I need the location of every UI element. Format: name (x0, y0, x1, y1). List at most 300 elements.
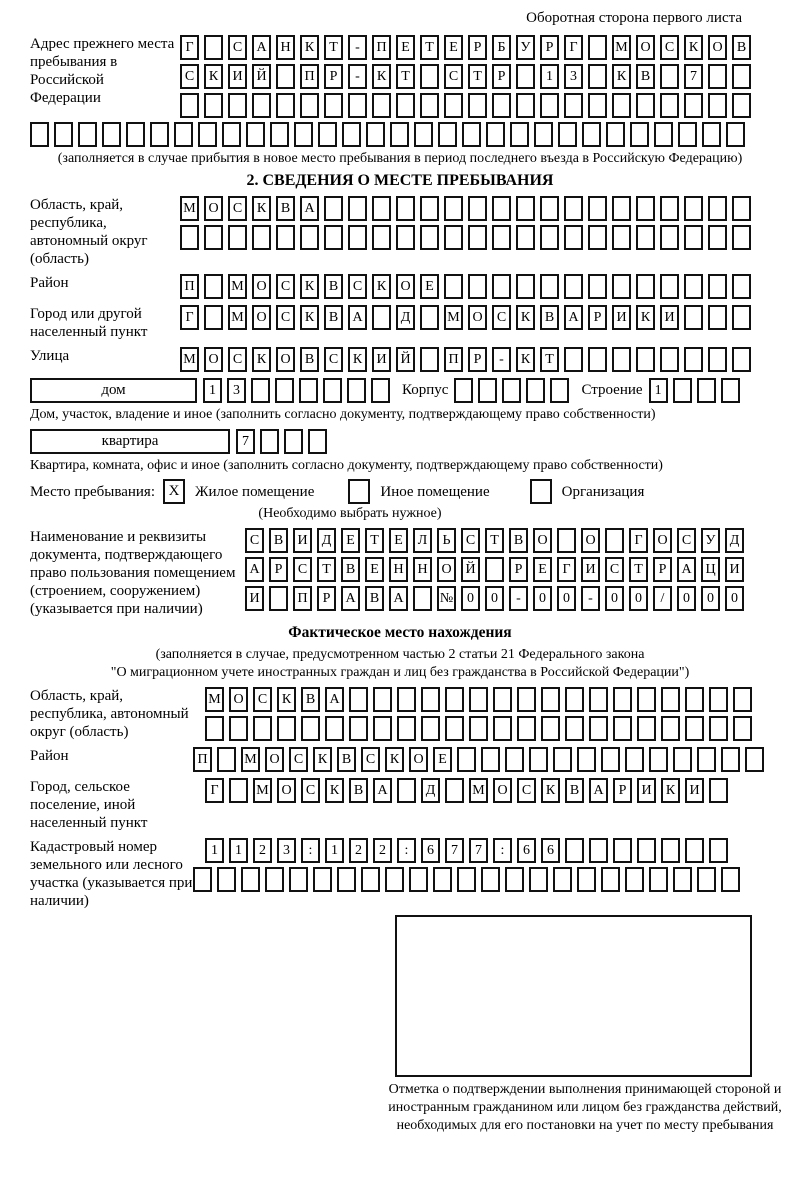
char-cell[interactable] (300, 93, 319, 118)
char-cell[interactable] (660, 64, 679, 89)
char-cell[interactable] (204, 35, 223, 60)
char-cell[interactable] (565, 838, 584, 863)
char-cell[interactable] (396, 196, 415, 221)
char-cell[interactable]: К (516, 305, 535, 330)
char-cell[interactable] (564, 225, 583, 250)
char-cell[interactable]: - (509, 586, 528, 611)
char-cell[interactable] (660, 93, 679, 118)
char-cell[interactable] (420, 225, 439, 250)
char-cell[interactable] (709, 687, 728, 712)
char-cell[interactable] (601, 867, 620, 892)
char-cell[interactable]: И (725, 557, 744, 582)
char-cell[interactable] (469, 687, 488, 712)
char-cell[interactable]: М (205, 687, 224, 712)
char-cell[interactable]: К (325, 778, 344, 803)
char-cell[interactable]: К (313, 747, 332, 772)
char-cell[interactable] (661, 687, 680, 712)
char-cell[interactable] (605, 528, 624, 553)
char-cell[interactable] (540, 225, 559, 250)
char-cell[interactable]: Е (444, 35, 463, 60)
char-cell[interactable]: П (300, 64, 319, 89)
char-cell[interactable] (204, 225, 223, 250)
char-cell[interactable] (492, 196, 511, 221)
char-cell[interactable] (588, 347, 607, 372)
char-cell[interactable] (371, 378, 390, 403)
char-cell[interactable]: 0 (557, 586, 576, 611)
char-cell[interactable] (313, 867, 332, 892)
char-cell[interactable] (553, 747, 572, 772)
char-cell[interactable]: К (612, 64, 631, 89)
char-cell[interactable] (229, 778, 248, 803)
char-cell[interactable]: К (372, 64, 391, 89)
char-cell[interactable] (433, 867, 452, 892)
char-cell[interactable]: К (300, 274, 319, 299)
char-cell[interactable] (385, 867, 404, 892)
char-cell[interactable] (540, 93, 559, 118)
char-cell[interactable] (444, 196, 463, 221)
char-cell[interactable]: О (396, 274, 415, 299)
char-cell[interactable]: : (397, 838, 416, 863)
char-cell[interactable]: Т (365, 528, 384, 553)
char-cell[interactable]: В (349, 778, 368, 803)
char-cell[interactable]: Т (540, 347, 559, 372)
char-cell[interactable] (468, 196, 487, 221)
char-cell[interactable] (708, 196, 727, 221)
char-cell[interactable] (630, 122, 649, 147)
char-cell[interactable]: О (204, 347, 223, 372)
char-cell[interactable] (601, 747, 620, 772)
char-cell[interactable]: 7 (469, 838, 488, 863)
char-cell[interactable] (228, 93, 247, 118)
char-cell[interactable] (660, 347, 679, 372)
char-cell[interactable] (324, 196, 343, 221)
char-cell[interactable]: С (228, 196, 247, 221)
char-cell[interactable]: С (461, 528, 480, 553)
char-cell[interactable] (613, 838, 632, 863)
char-cell[interactable] (529, 747, 548, 772)
char-cell[interactable] (492, 225, 511, 250)
char-cell[interactable]: О (229, 687, 248, 712)
char-cell[interactable] (612, 93, 631, 118)
char-cell[interactable] (516, 225, 535, 250)
char-cell[interactable] (732, 347, 751, 372)
char-cell[interactable] (589, 687, 608, 712)
char-cell[interactable] (517, 716, 536, 741)
char-cell[interactable]: К (516, 347, 535, 372)
char-cell[interactable]: В (565, 778, 584, 803)
char-cell[interactable]: И (581, 557, 600, 582)
char-cell[interactable]: И (245, 586, 264, 611)
char-cell[interactable] (204, 305, 223, 330)
char-cell[interactable]: Е (365, 557, 384, 582)
char-cell[interactable] (372, 196, 391, 221)
char-cell[interactable] (324, 93, 343, 118)
char-cell[interactable] (420, 93, 439, 118)
char-cell[interactable] (684, 93, 703, 118)
checkbox-zhiloe[interactable]: X (163, 479, 185, 504)
char-cell[interactable] (673, 867, 692, 892)
char-cell[interactable]: М (469, 778, 488, 803)
char-cell[interactable] (372, 93, 391, 118)
char-cell[interactable] (654, 122, 673, 147)
char-cell[interactable] (481, 867, 500, 892)
char-cell[interactable]: У (701, 528, 720, 553)
char-cell[interactable] (577, 747, 596, 772)
char-cell[interactable]: М (228, 274, 247, 299)
char-cell[interactable]: О (581, 528, 600, 553)
char-cell[interactable]: О (708, 35, 727, 60)
char-cell[interactable] (505, 747, 524, 772)
char-cell[interactable]: / (653, 586, 672, 611)
char-cell[interactable]: А (245, 557, 264, 582)
char-cell[interactable] (557, 528, 576, 553)
char-cell[interactable]: С (289, 747, 308, 772)
char-cell[interactable] (372, 225, 391, 250)
char-cell[interactable] (397, 716, 416, 741)
char-cell[interactable] (217, 747, 236, 772)
char-cell[interactable] (349, 687, 368, 712)
char-cell[interactable] (493, 716, 512, 741)
char-cell[interactable]: 0 (461, 586, 480, 611)
char-cell[interactable] (396, 93, 415, 118)
char-cell[interactable] (301, 716, 320, 741)
char-cell[interactable] (636, 274, 655, 299)
char-cell[interactable] (493, 687, 512, 712)
char-cell[interactable] (397, 687, 416, 712)
char-cell[interactable] (444, 225, 463, 250)
char-cell[interactable]: П (372, 35, 391, 60)
char-cell[interactable] (612, 274, 631, 299)
char-cell[interactable]: И (228, 64, 247, 89)
char-cell[interactable]: 7 (236, 429, 255, 454)
char-cell[interactable] (204, 274, 223, 299)
char-cell[interactable] (564, 196, 583, 221)
char-cell[interactable]: М (444, 305, 463, 330)
char-cell[interactable] (588, 225, 607, 250)
char-cell[interactable]: Й (461, 557, 480, 582)
char-cell[interactable]: Г (629, 528, 648, 553)
char-cell[interactable] (481, 747, 500, 772)
char-cell[interactable]: А (348, 305, 367, 330)
char-cell[interactable]: У (516, 35, 535, 60)
char-cell[interactable] (299, 378, 318, 403)
char-cell[interactable] (636, 93, 655, 118)
char-cell[interactable]: Г (564, 35, 583, 60)
char-cell[interactable]: Г (205, 778, 224, 803)
char-cell[interactable] (577, 867, 596, 892)
char-cell[interactable]: К (300, 35, 319, 60)
char-cell[interactable]: 6 (421, 838, 440, 863)
char-cell[interactable] (454, 378, 473, 403)
char-cell[interactable]: Е (433, 747, 452, 772)
char-cell[interactable] (660, 274, 679, 299)
char-cell[interactable] (708, 64, 727, 89)
char-cell[interactable] (516, 64, 535, 89)
char-cell[interactable] (269, 586, 288, 611)
char-cell[interactable] (612, 196, 631, 221)
char-cell[interactable] (565, 716, 584, 741)
char-cell[interactable]: К (385, 747, 404, 772)
char-cell[interactable] (540, 196, 559, 221)
char-cell[interactable]: Е (420, 274, 439, 299)
char-cell[interactable]: О (437, 557, 456, 582)
char-cell[interactable]: К (636, 305, 655, 330)
char-cell[interactable] (660, 196, 679, 221)
char-cell[interactable]: 0 (485, 586, 504, 611)
char-cell[interactable]: Р (468, 347, 487, 372)
char-cell[interactable]: 2 (373, 838, 392, 863)
char-cell[interactable] (420, 64, 439, 89)
char-cell[interactable] (308, 429, 327, 454)
char-cell[interactable]: 1 (540, 64, 559, 89)
char-cell[interactable] (492, 274, 511, 299)
char-cell[interactable] (265, 867, 284, 892)
char-cell[interactable] (541, 716, 560, 741)
char-cell[interactable]: П (293, 586, 312, 611)
char-cell[interactable] (516, 93, 535, 118)
char-cell[interactable] (276, 93, 295, 118)
char-cell[interactable]: С (245, 528, 264, 553)
char-cell[interactable]: 1 (325, 838, 344, 863)
char-cell[interactable]: В (509, 528, 528, 553)
char-cell[interactable] (636, 225, 655, 250)
char-cell[interactable]: Н (413, 557, 432, 582)
char-cell[interactable] (180, 225, 199, 250)
char-cell[interactable] (276, 64, 295, 89)
char-cell[interactable] (649, 867, 668, 892)
char-cell[interactable] (541, 687, 560, 712)
char-cell[interactable] (420, 196, 439, 221)
char-cell[interactable]: : (493, 838, 512, 863)
char-cell[interactable] (150, 122, 169, 147)
kvartira-box[interactable]: квартира (30, 429, 230, 454)
char-cell[interactable]: Ь (437, 528, 456, 553)
char-cell[interactable]: - (492, 347, 511, 372)
char-cell[interactable] (661, 838, 680, 863)
char-cell[interactable]: Р (269, 557, 288, 582)
char-cell[interactable]: Р (588, 305, 607, 330)
char-cell[interactable] (253, 716, 272, 741)
char-cell[interactable] (397, 778, 416, 803)
char-cell[interactable]: С (228, 35, 247, 60)
char-cell[interactable]: К (684, 35, 703, 60)
char-cell[interactable] (222, 122, 241, 147)
char-cell[interactable]: И (660, 305, 679, 330)
char-cell[interactable]: 0 (605, 586, 624, 611)
char-cell[interactable]: К (252, 347, 271, 372)
char-cell[interactable] (348, 93, 367, 118)
char-cell[interactable] (732, 93, 751, 118)
char-cell[interactable]: С (276, 274, 295, 299)
char-cell[interactable] (588, 93, 607, 118)
char-cell[interactable]: 2 (253, 838, 272, 863)
char-cell[interactable]: С (253, 687, 272, 712)
char-cell[interactable] (550, 378, 569, 403)
char-cell[interactable]: 1 (205, 838, 224, 863)
char-cell[interactable] (204, 93, 223, 118)
char-cell[interactable] (697, 747, 716, 772)
char-cell[interactable] (414, 122, 433, 147)
char-cell[interactable]: П (193, 747, 212, 772)
char-cell[interactable]: М (180, 347, 199, 372)
char-cell[interactable] (241, 867, 260, 892)
char-cell[interactable]: К (372, 274, 391, 299)
char-cell[interactable] (613, 687, 632, 712)
char-cell[interactable] (684, 225, 703, 250)
char-cell[interactable] (606, 122, 625, 147)
char-cell[interactable]: Т (324, 35, 343, 60)
char-cell[interactable]: Д (725, 528, 744, 553)
char-cell[interactable]: С (348, 274, 367, 299)
char-cell[interactable] (457, 747, 476, 772)
char-cell[interactable] (684, 274, 703, 299)
char-cell[interactable] (517, 687, 536, 712)
char-cell[interactable] (217, 867, 236, 892)
char-cell[interactable] (684, 347, 703, 372)
char-cell[interactable] (485, 557, 504, 582)
char-cell[interactable] (588, 35, 607, 60)
char-cell[interactable]: И (637, 778, 656, 803)
char-cell[interactable] (684, 305, 703, 330)
char-cell[interactable]: С (180, 64, 199, 89)
char-cell[interactable]: 1 (203, 378, 222, 403)
char-cell[interactable]: 3 (564, 64, 583, 89)
char-cell[interactable]: Г (557, 557, 576, 582)
char-cell[interactable] (468, 274, 487, 299)
char-cell[interactable]: С (228, 347, 247, 372)
char-cell[interactable] (745, 747, 764, 772)
char-cell[interactable] (673, 747, 692, 772)
char-cell[interactable]: А (589, 778, 608, 803)
char-cell[interactable]: К (661, 778, 680, 803)
char-cell[interactable]: : (301, 838, 320, 863)
char-cell[interactable]: А (252, 35, 271, 60)
char-cell[interactable]: Е (389, 528, 408, 553)
checkbox-organizatsiya[interactable] (530, 479, 552, 504)
char-cell[interactable]: С (301, 778, 320, 803)
char-cell[interactable]: Р (540, 35, 559, 60)
char-cell[interactable] (516, 274, 535, 299)
char-cell[interactable] (516, 196, 535, 221)
char-cell[interactable] (228, 225, 247, 250)
char-cell[interactable] (284, 429, 303, 454)
char-cell[interactable] (661, 716, 680, 741)
char-cell[interactable]: 0 (533, 586, 552, 611)
char-cell[interactable]: К (348, 347, 367, 372)
char-cell[interactable] (685, 687, 704, 712)
char-cell[interactable]: М (612, 35, 631, 60)
char-cell[interactable]: С (677, 528, 696, 553)
char-cell[interactable] (252, 93, 271, 118)
char-cell[interactable] (612, 347, 631, 372)
char-cell[interactable] (637, 687, 656, 712)
char-cell[interactable] (366, 122, 385, 147)
char-cell[interactable] (462, 122, 481, 147)
char-cell[interactable]: Е (533, 557, 552, 582)
char-cell[interactable] (478, 378, 497, 403)
char-cell[interactable] (289, 867, 308, 892)
char-cell[interactable]: Д (421, 778, 440, 803)
char-cell[interactable] (505, 867, 524, 892)
char-cell[interactable] (588, 196, 607, 221)
char-cell[interactable]: М (180, 196, 199, 221)
char-cell[interactable] (708, 305, 727, 330)
char-cell[interactable]: А (564, 305, 583, 330)
char-cell[interactable] (612, 225, 631, 250)
char-cell[interactable]: О (252, 274, 271, 299)
char-cell[interactable] (697, 867, 716, 892)
char-cell[interactable]: Н (276, 35, 295, 60)
char-cell[interactable]: О (468, 305, 487, 330)
char-cell[interactable]: - (581, 586, 600, 611)
char-cell[interactable]: П (180, 274, 199, 299)
char-cell[interactable]: В (301, 687, 320, 712)
char-cell[interactable] (174, 122, 193, 147)
char-cell[interactable]: А (325, 687, 344, 712)
char-cell[interactable] (413, 586, 432, 611)
char-cell[interactable] (373, 687, 392, 712)
char-cell[interactable] (205, 716, 224, 741)
char-cell[interactable] (468, 93, 487, 118)
char-cell[interactable] (708, 347, 727, 372)
char-cell[interactable] (732, 196, 751, 221)
char-cell[interactable]: А (373, 778, 392, 803)
char-cell[interactable]: О (265, 747, 284, 772)
char-cell[interactable] (260, 429, 279, 454)
char-cell[interactable] (420, 347, 439, 372)
char-cell[interactable] (421, 687, 440, 712)
char-cell[interactable] (348, 196, 367, 221)
char-cell[interactable] (275, 378, 294, 403)
char-cell[interactable]: Г (180, 35, 199, 60)
char-cell[interactable]: Д (317, 528, 336, 553)
char-cell[interactable]: 2 (349, 838, 368, 863)
char-cell[interactable]: С (660, 35, 679, 60)
char-cell[interactable]: Ц (701, 557, 720, 582)
char-cell[interactable] (193, 867, 212, 892)
char-cell[interactable]: О (653, 528, 672, 553)
char-cell[interactable] (444, 274, 463, 299)
char-cell[interactable]: - (348, 35, 367, 60)
char-cell[interactable] (277, 716, 296, 741)
char-cell[interactable] (229, 716, 248, 741)
char-cell[interactable]: С (293, 557, 312, 582)
char-cell[interactable]: Р (468, 35, 487, 60)
char-cell[interactable] (732, 274, 751, 299)
char-cell[interactable]: Р (509, 557, 528, 582)
char-cell[interactable] (613, 716, 632, 741)
char-cell[interactable]: Й (252, 64, 271, 89)
char-cell[interactable] (582, 122, 601, 147)
char-cell[interactable]: П (444, 347, 463, 372)
char-cell[interactable] (726, 122, 745, 147)
char-cell[interactable] (589, 716, 608, 741)
char-cell[interactable]: В (341, 557, 360, 582)
char-cell[interactable]: 0 (629, 586, 648, 611)
char-cell[interactable]: О (252, 305, 271, 330)
char-cell[interactable]: О (533, 528, 552, 553)
char-cell[interactable] (733, 687, 752, 712)
char-cell[interactable] (625, 867, 644, 892)
char-cell[interactable]: К (300, 305, 319, 330)
char-cell[interactable] (678, 122, 697, 147)
char-cell[interactable]: Р (492, 64, 511, 89)
char-cell[interactable] (589, 838, 608, 863)
char-cell[interactable]: А (300, 196, 319, 221)
char-cell[interactable]: Р (317, 586, 336, 611)
char-cell[interactable]: В (540, 305, 559, 330)
char-cell[interactable] (732, 305, 751, 330)
